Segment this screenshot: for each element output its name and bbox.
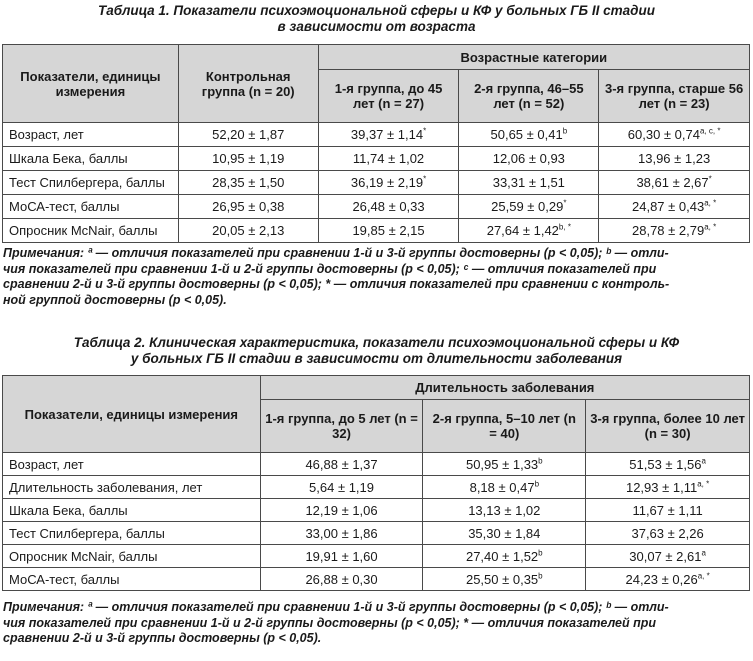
table2-header-group2: 2-я группа, 5–10 лет (n = 40) bbox=[423, 400, 586, 453]
cell-group2: 25,50 ± 0,35$^b$ bbox=[423, 568, 586, 591]
cell-group1: 26,48 ± 0,33 bbox=[318, 195, 459, 219]
table-row bbox=[3, 147, 750, 171]
table1-header-group2: 2-я группа, 46–55 лет (n = 52) bbox=[459, 70, 599, 123]
table2-caption bbox=[0, 335, 753, 367]
row-label: Опросник McNair, баллы bbox=[3, 545, 261, 568]
row-label: Тест Спилбергера, баллы bbox=[3, 522, 261, 545]
row-label: Длительность заболевания, лет bbox=[3, 476, 261, 499]
cell-group3: $12,93 \pm 1,11^{a, *}$ bbox=[586, 476, 750, 499]
cell-group1: 36,19 ± 2,19* bbox=[318, 171, 459, 195]
cell-group2: 33,31 ± 1,51 bbox=[459, 171, 599, 195]
cell-group3: $24,87 \pm 0,43^{a, *}$ bbox=[599, 195, 750, 219]
row-label: Тест Спилбергера, баллы bbox=[3, 171, 179, 195]
table2-header-group-label: Длительность заболевания bbox=[260, 376, 749, 400]
cell-control: 26,95 ± 0,38 bbox=[178, 195, 318, 219]
table-row bbox=[3, 453, 750, 476]
note-line: Примечания: ª — отличия показателей при сравнении 1-й и 3-й группы достоверны (р < 0,05); ᵇ — отли- bbox=[3, 246, 669, 260]
cell-group1: 26,88 ± 0,30 bbox=[260, 568, 423, 591]
note-line: сравнении 2-й и 3-й группы достоверны (р < 0,05). bbox=[3, 631, 322, 645]
cell-group1: 5,64 ± 1,19 bbox=[260, 476, 423, 499]
table1-caption-line2: в зависимости от возраста bbox=[277, 19, 476, 34]
table1-notes bbox=[3, 246, 748, 308]
row-label: МоСА-тест, баллы bbox=[3, 568, 261, 591]
table-row bbox=[3, 568, 750, 591]
row-label: Возраст, лет bbox=[3, 123, 179, 147]
cell-group2: 35,30 ± 1,84 bbox=[423, 522, 586, 545]
cell-group1: 19,85 ± 2,15 bbox=[318, 219, 459, 243]
cell-group2: 25,59 ± 0,29* bbox=[459, 195, 599, 219]
table2-header-group3: 3-я группа, более 10 лет (n = 30) bbox=[586, 400, 750, 453]
table2-notes bbox=[3, 600, 748, 647]
table1-header-group1: 1-я группа, до 45 лет (n = 27) bbox=[318, 70, 459, 123]
cell-group2: 13,13 ± 1,02 bbox=[423, 499, 586, 522]
table1-header-control: Контрольная группа (n = 20) bbox=[178, 45, 318, 123]
cell-group1: 19,91 ± 1,60 bbox=[260, 545, 423, 568]
table-row bbox=[3, 499, 750, 522]
row-label: Возраст, лет bbox=[3, 453, 261, 476]
cell-control: 20,05 ± 2,13 bbox=[178, 219, 318, 243]
cell-group3: 37,63 ± 2,26 bbox=[586, 522, 750, 545]
cell-group1: 46,88 ± 1,37 bbox=[260, 453, 423, 476]
cell-group3: $24,23 \pm 0,26^{a, *}$ bbox=[586, 568, 750, 591]
cell-group3: 51,53 ± 1,56$^a$ bbox=[586, 453, 750, 476]
table2-caption-line1: Таблица 2. Клиническая характеристика, показатели психоэмоциональной сферы и КФ bbox=[73, 335, 680, 350]
row-label: Шкала Бека, баллы bbox=[3, 499, 261, 522]
cell-group3: 11,67 ± 1,11 bbox=[586, 499, 750, 522]
cell-group3: 38,61 ± 2,67* bbox=[599, 171, 750, 195]
row-label: Шкала Бека, баллы bbox=[3, 147, 179, 171]
table-row bbox=[3, 195, 750, 219]
note-line: сравнении 2-й и 3-й группы достоверны (р < 0,05); * — отличия показателей при сравнении с контроль- bbox=[3, 277, 670, 291]
row-label: МоСА-тест, баллы bbox=[3, 195, 179, 219]
cell-group3: 13,96 ± 1,23 bbox=[599, 147, 750, 171]
table2-caption-line2: у больных ГБ II стадии в зависимости от длительности заболевания bbox=[130, 351, 623, 366]
cell-group3: 30,07 ± 2,61$^a$ bbox=[586, 545, 750, 568]
table2-header-group1: 1-я группа, до 5 лет (n = 32) bbox=[260, 400, 423, 453]
row-label: Опросник McNair, баллы bbox=[3, 219, 179, 243]
cell-group2: 50,95 ± 1,33$^b$ bbox=[423, 453, 586, 476]
table1 bbox=[2, 44, 750, 243]
note-line: ной группой достоверны (р < 0,05). bbox=[3, 292, 227, 307]
cell-group1: 33,00 ± 1,86 bbox=[260, 522, 423, 545]
cell-group2: 12,06 ± 0,93 bbox=[459, 147, 599, 171]
cell-control: 10,95 ± 1,19 bbox=[178, 147, 318, 171]
table2 bbox=[2, 375, 750, 591]
cell-control: 52,20 ± 1,87 bbox=[178, 123, 318, 147]
table-row bbox=[3, 123, 750, 147]
table1-header-group3: 3-я группа, старше 56 лет (n = 23) bbox=[599, 70, 750, 123]
table-row bbox=[3, 219, 750, 243]
note-line: Примечания: ª — отличия показателей при сравнении 1-й и 3-й группы достоверны (р < 0,05); ᵇ — отли- bbox=[3, 600, 669, 614]
table-row bbox=[3, 545, 750, 568]
cell-control: 28,35 ± 1,50 bbox=[178, 171, 318, 195]
cell-group1: 39,37 ± 1,14* bbox=[318, 123, 459, 147]
table2-header-indicator: Показатели, единицы измерения bbox=[3, 376, 261, 453]
cell-group2: 50,65 ± 0,41$^b$ bbox=[459, 123, 599, 147]
table1-caption-line1: Таблица 1. Показатели психоэмоциональной сферы и КФ у больных ГБ II стадии bbox=[98, 3, 655, 18]
table-row bbox=[3, 171, 750, 195]
table-row bbox=[3, 476, 750, 499]
cell-group2: $27,64 \pm 1,42^{b, *}$ bbox=[459, 219, 599, 243]
note-line: чия показателей при сравнении 1-й и 2-й группы достоверны (р < 0,05); ᶜ — отличия показателей при bbox=[3, 261, 657, 276]
table1-caption bbox=[0, 3, 753, 35]
cell-group2: 8,18 ± 0,47$^b$ bbox=[423, 476, 586, 499]
cell-group3: $60,30 \pm 0,74^{a, c, *}$ bbox=[599, 123, 750, 147]
table1-header-indicator: Показатели, единицы измерения bbox=[3, 45, 179, 123]
table1-header-group-label: Возрастные категории bbox=[318, 45, 749, 70]
cell-group1: 11,74 ± 1,02 bbox=[318, 147, 459, 171]
cell-group3: $28,78 \pm 2,79^{a, *}$ bbox=[599, 219, 750, 243]
cell-group1: 12,19 ± 1,06 bbox=[260, 499, 423, 522]
cell-group2: 27,40 ± 1,52$^b$ bbox=[423, 545, 586, 568]
note-line: чия показателей при сравнении 1-й и 2-й группы достоверны (р < 0,05); * — отличия показателей при bbox=[3, 615, 657, 630]
table-row bbox=[3, 522, 750, 545]
